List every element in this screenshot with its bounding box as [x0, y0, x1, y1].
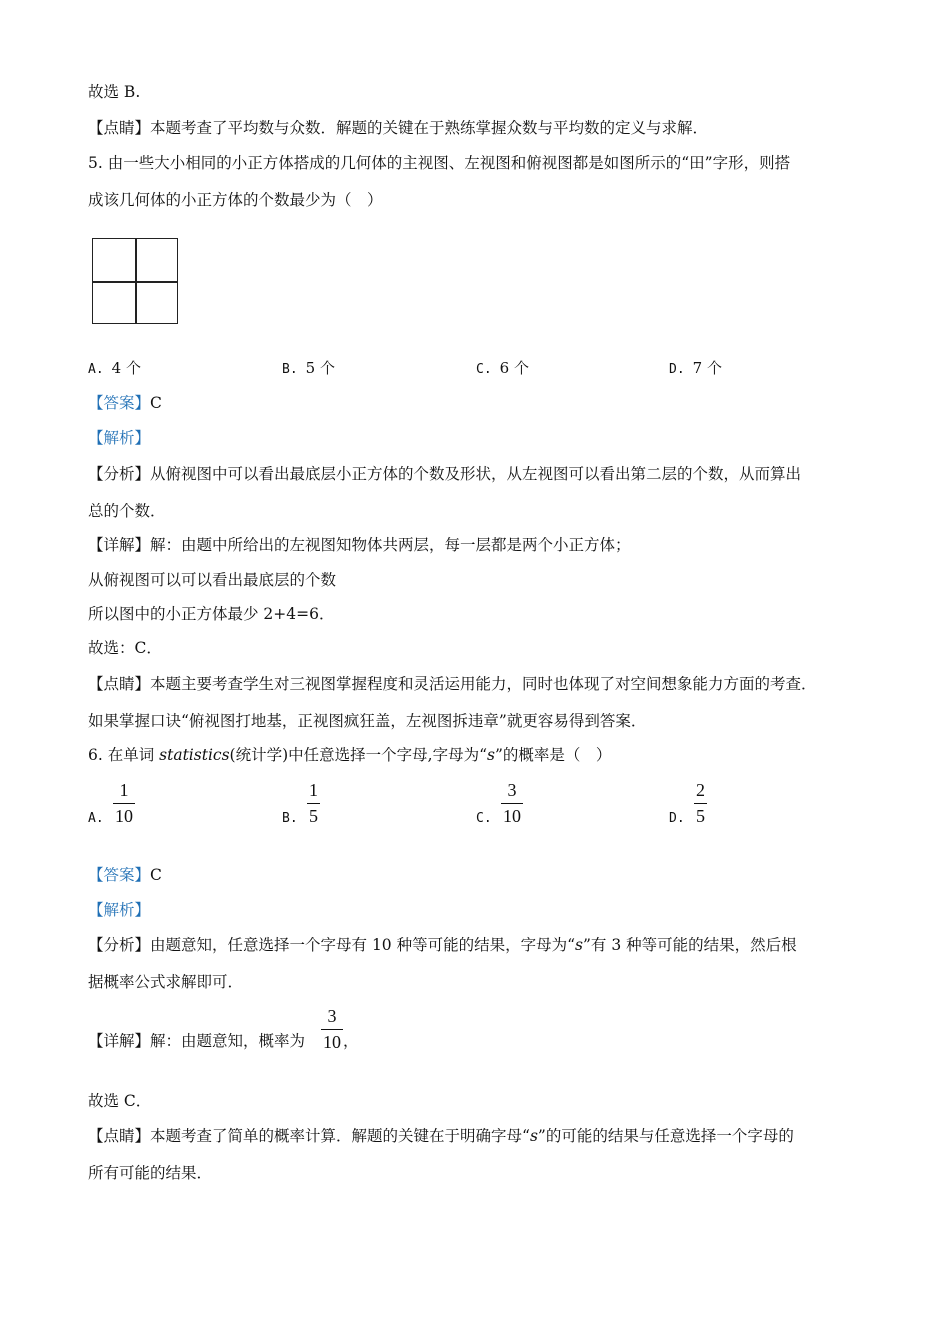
- q5-stem-line1: 5. 由一些大小相同的小正方体搭成的几何体的主视图、左视图和俯视图都是如图所示的“田”字形，则搭: [88, 154, 791, 172]
- q6-fenxi-line2: 据概率公式求解即可．: [88, 973, 244, 991]
- q5-xiangjie-line1: 【详解】解：由题中所给出的左视图知物体共两层，每一层都是两个小正方体；: [88, 536, 631, 554]
- q5-dianjing-line2: 如果掌握口诀“俯视图打地基，正视图疯狂盖，左视图拆违章”就更容易得到答案．: [88, 712, 647, 730]
- conclusion-line: 故选 B.: [88, 83, 141, 101]
- q5-fenxi-line1: 【分析】从俯视图中可以看出最底层小正方体的个数及形状，从左视图可以看出第二层的个数，从而算出: [88, 465, 802, 483]
- q5-analysis-tag: 【解析】: [88, 429, 151, 447]
- q6-answer-line: [88, 865, 162, 885]
- grid-horizontal-divider: [93, 281, 177, 283]
- q5-fenxi-line2: 总的个数．: [88, 502, 166, 520]
- q6-xiangjie-line: 【详解】解：由题意知，概率为: [88, 1032, 306, 1050]
- q5-stem-line2: 成该几何体的小正方体的个数最少为（ ）: [88, 191, 383, 209]
- q6-dianjing-line1: 【点睛】本题考查了简单的概率计算．解题的关键在于明确字母“s”的可能的结果与任意选择一个字母的: [88, 1127, 794, 1145]
- q5-xiangjie-line2: 从俯视图可以可以看出最底层的个数: [88, 571, 337, 589]
- q5-option-d: D. 7 个: [669, 359, 722, 377]
- q5-xiangjie-line3: 所以图中的小正方体最少 2+4=6．: [88, 605, 335, 623]
- q6-fenxi-line1: 【分析】由题意知，任意选择一个字母有 10 种等可能的结果，字母为“s”有 3 种等可能的结果，然后根: [88, 936, 797, 954]
- q6-option-d-fraction: 2 5: [696, 780, 705, 826]
- answer-tag: 【答案】: [88, 866, 151, 884]
- answer-value: C: [150, 866, 162, 884]
- q5-dianjing-line1: 【点睛】本题主要考查学生对三视图掌握程度和灵活运用能力，同时也体现了对空间想象能力方面的考查．: [88, 675, 817, 693]
- q6-conclusion: 故选 C．: [88, 1092, 152, 1110]
- q6-option-b-fraction: 1 5: [309, 780, 318, 826]
- q5-conclusion: 故选：C．: [88, 639, 162, 657]
- q6-xiangjie-fraction: 3 10: [323, 1006, 341, 1052]
- q6-option-d-letter: D.: [669, 811, 685, 826]
- q5-option-c: C. 6 个: [476, 359, 529, 377]
- dianjing-text: 本题考查了平均数与众数．解题的关键在于熟练掌握众数与平均数的定义与求解．: [150, 119, 709, 137]
- q5-option-b: B. 5 个: [282, 359, 335, 377]
- q6-stem: 6. 在单词 statistics(统计学)中任意选择一个字母,字母为“s”的概率是（ ）: [88, 746, 612, 764]
- q6-option-a-fraction: 1 10: [115, 780, 133, 826]
- q6-analysis-tag: 【解析】: [88, 901, 151, 919]
- q5-option-a: A. 4 个: [88, 359, 141, 377]
- answer-value: C: [150, 394, 162, 412]
- q6-word: statistics: [159, 746, 230, 764]
- q6-dianjing-line2: 所有可能的结果．: [88, 1164, 213, 1182]
- answer-tag: 【答案】: [88, 394, 151, 412]
- dianjing-line: [88, 118, 708, 138]
- tian-shape-figure: [92, 238, 178, 324]
- q6-option-b-letter: B.: [282, 811, 298, 826]
- q6-option-a-letter: A.: [88, 811, 104, 826]
- q6-xiangjie-comma: ，: [343, 1032, 359, 1050]
- q5-answer-line: [88, 393, 162, 413]
- q6-option-c-fraction: 3 10: [503, 780, 521, 826]
- dianjing-tag: 【点睛】: [88, 119, 151, 137]
- q6-option-c-letter: C.: [476, 811, 492, 826]
